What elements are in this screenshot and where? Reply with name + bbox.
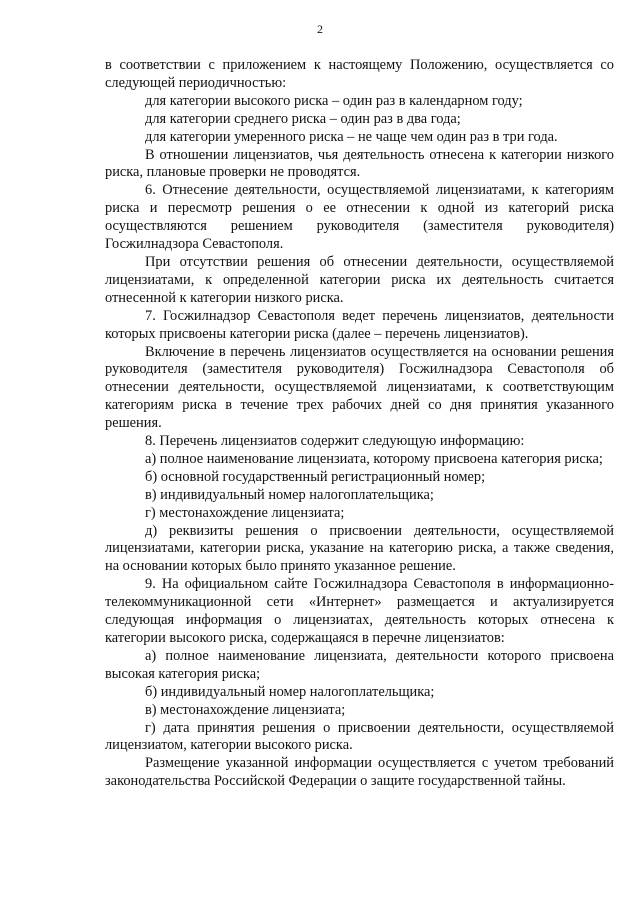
- paragraph-item-6: 6. Отнесение деятельности, осуществляемой лицензиатами, к категориям риска и пересмотр решения о ее отнесении к одной из категорий риска осуществляются решением руководителя (заместителя руководителя) Госжилнадзора Севастополя.: [105, 182, 614, 253]
- paragraph-moderate-risk: для категории умеренного риска – не чаще чем один раз в три года.: [145, 128, 558, 145]
- paragraph-periodicity-intro: в соответствии с приложением к настоящему Положению, осуществляется со следующей периодичностью:: [105, 57, 614, 91]
- paragraph-high-risk: для категории высокого риска – один раз в календарном году;: [145, 92, 523, 109]
- paragraph-item-7: 7. Госжилнадзор Севастополя ведет перечень лицензиатов, деятельности которых присвоены категории риска (далее – перечень лицензиатов).: [105, 307, 614, 342]
- paragraph-no-decision: При отсутствии решения об отнесении деятельности, осуществляемой лицензиатами, к определенной категории риска их деятельность считается отнесенной к категории низкого риска.: [105, 253, 614, 306]
- list-item-9b: б) индивидуальный номер налогоплательщика;: [145, 683, 435, 700]
- list-item-9a: а) полное наименование лицензиата, деятельности которого присвоена высокая категория риска;: [105, 647, 614, 682]
- paragraph-low-risk: В отношении лицензиатов, чья деятельность отнесена к категории низкого риска, плановые проверки не проводятся.: [105, 146, 614, 181]
- list-item-9c: в) местонахождение лицензиата;: [145, 701, 346, 718]
- list-item-9d: г) дата принятия решения о присвоении деятельности, осуществляемой лицензиатом, категории высокого риска.: [105, 719, 614, 754]
- list-item-8e: д) реквизиты решения о присвоении деятельности, осуществляемой лицензиатами, категории риска, указание на категорию риска, а также сведения, на основании которых было принято указанное решение.: [105, 522, 614, 575]
- paragraph-item-9: 9. На официальном сайте Госжилнадзора Севастополя в информационно-телекоммуникационной сети «Интернет» размещается и актуализируется следующая информация о лицензиатах, деятельность которых отнесена к категории высокого риска, содержащаяся в перечне лицензиатов:: [105, 576, 614, 646]
- list-item-8b: б) основной государственный регистрационный номер;: [145, 468, 486, 485]
- paragraph-item-8: 8. Перечень лицензиатов содержит следующую информацию:: [145, 433, 525, 450]
- list-item-8c: в) индивидуальный номер налогоплательщика;: [145, 486, 434, 503]
- paragraph-state-secret: Размещение указанной информации осуществляется с учетом требований законодательства Российской Федерации о защите государственной тайны.: [105, 755, 614, 790]
- paragraph-inclusion: Включение в перечень лицензиатов осуществляется на основании решения руководителя (заместителя руководителя) Госжилнадзора Севастополя об отнесении деятельности, осуществляемой лицензиатами, к соответствующим категориям риска в течение трех рабочих дней со дня принятия указанного решения.: [105, 343, 614, 432]
- list-item-8a: а) полное наименование лицензиата, которому присвоена категория риска;: [145, 450, 603, 467]
- paragraph-medium-risk: для категории среднего риска – один раз в два года;: [145, 110, 461, 127]
- page-number: 2: [317, 22, 323, 36]
- list-item-8d: г) местонахождение лицензиата;: [145, 504, 345, 521]
- document-body: [105, 57, 614, 791]
